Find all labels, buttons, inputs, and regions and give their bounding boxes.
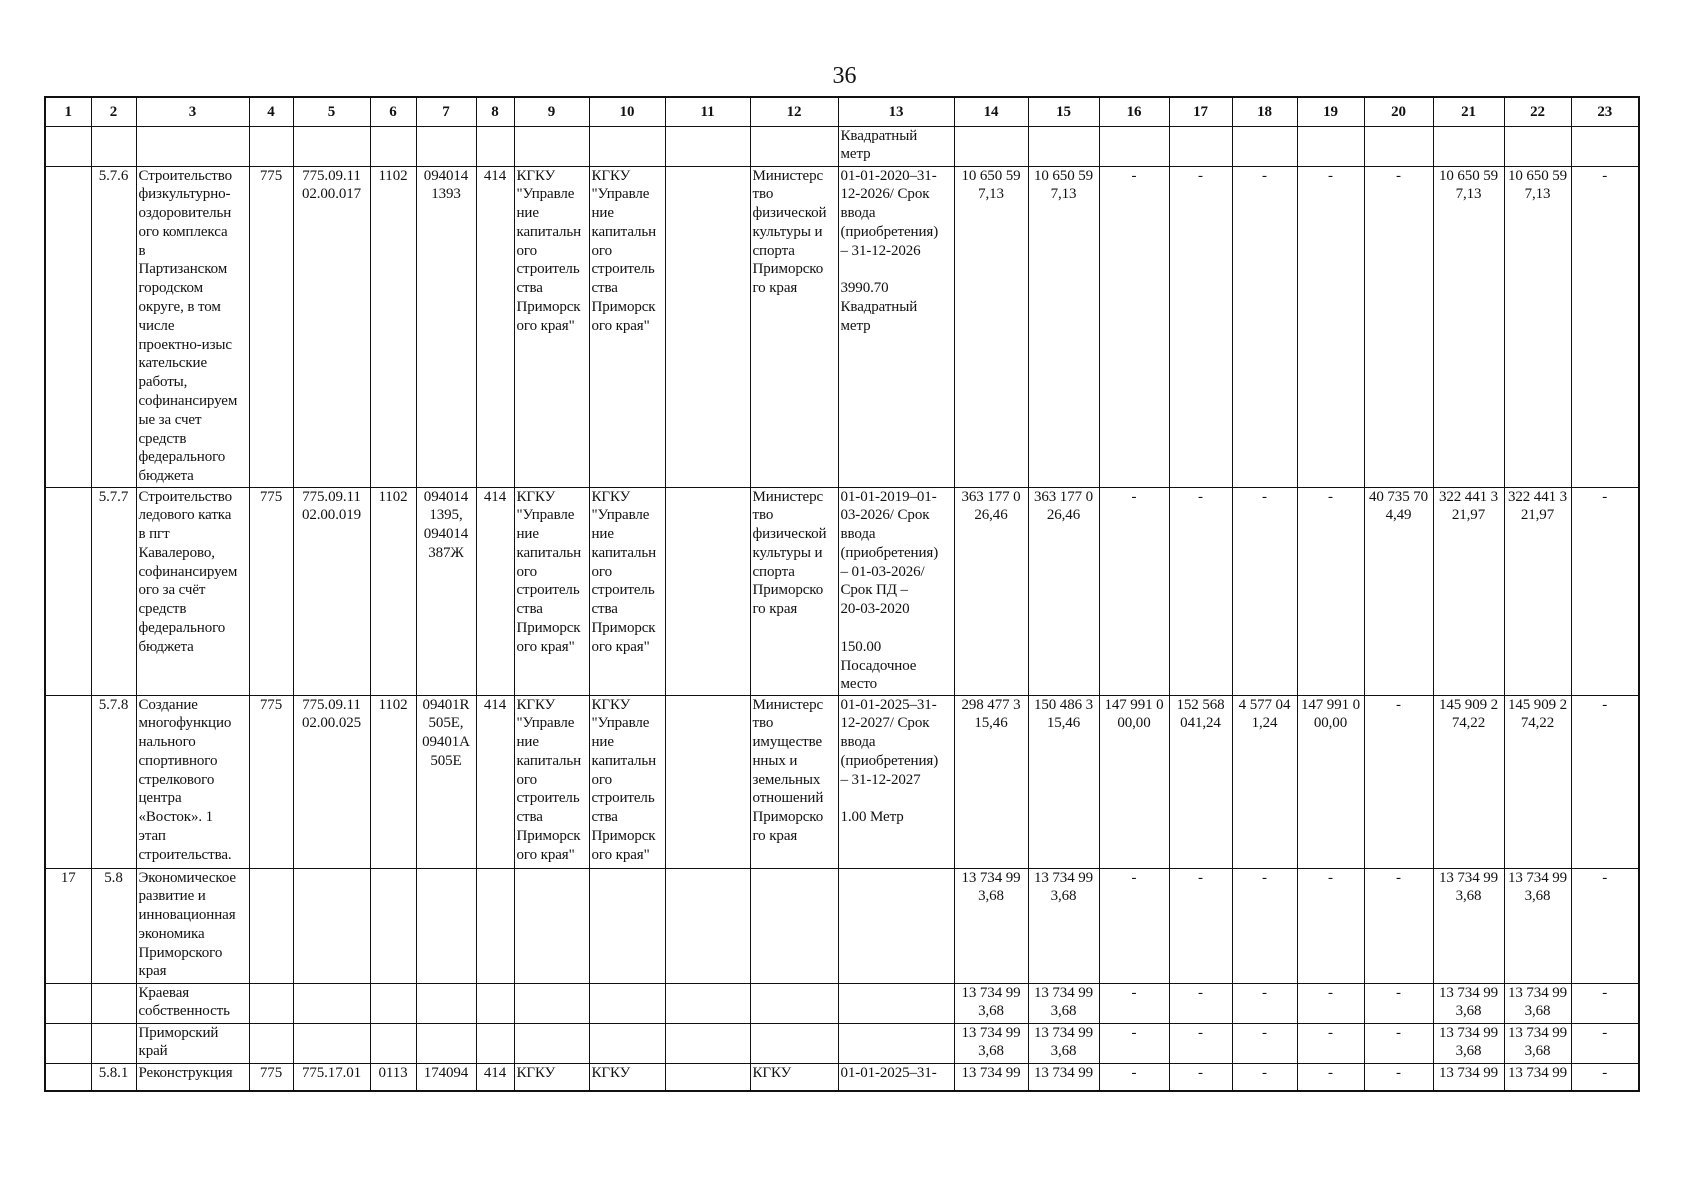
table-cell-col-14: 13 734 99 3,68 (954, 1023, 1028, 1063)
table-cell-col-22: 322 441 3 21,97 (1504, 487, 1571, 695)
table-cell-col-22: 13 734 99 3,68 (1504, 868, 1571, 983)
table-cell-col-22: 13 734 99 (1504, 1063, 1571, 1091)
column-number-header-22: 22 (1504, 97, 1571, 126)
table-cell-col-16 (1099, 126, 1169, 166)
table-cell-col-3: Экономическое развитие и инновационная экономика Приморского края (136, 868, 249, 983)
table-cell-col-17 (1169, 126, 1232, 166)
table-cell-col-5: 775.09.11 02.00.019 (293, 487, 370, 695)
column-number-header-6: 6 (370, 97, 416, 126)
table-cell-col-10: КГКУ (589, 1063, 665, 1091)
table-cell-col-16: - (1099, 166, 1169, 487)
table-cell-col-2: 5.7.6 (91, 166, 136, 487)
table-cell-col-12 (750, 1023, 838, 1063)
table-cell-col-17: 152 568 041,24 (1169, 695, 1232, 868)
table-cell-col-3: Реконструкция (136, 1063, 249, 1091)
table-cell-col-23: - (1571, 868, 1639, 983)
table-cell-col-9: КГКУ "Управле ние капитальн ого строитель ства Приморск ого края" (514, 487, 589, 695)
table-cell-col-18: - (1232, 1023, 1297, 1063)
table-cell-col-15 (1028, 126, 1099, 166)
table-cell-col-19: - (1297, 983, 1364, 1023)
column-number-header-19: 19 (1297, 97, 1364, 126)
table-cell-col-9 (514, 126, 589, 166)
table-cell-col-2: 5.7.7 (91, 487, 136, 695)
table-cell-col-5: 775.17.01 (293, 1063, 370, 1091)
table-cell-col-7 (416, 868, 476, 983)
table-cell-col-15: 13 734 99 3,68 (1028, 868, 1099, 983)
table-cell-col-15: 10 650 59 7,13 (1028, 166, 1099, 487)
table-cell-col-15: 13 734 99 3,68 (1028, 1023, 1099, 1063)
table-cell-col-6: 1102 (370, 487, 416, 695)
table-cell-col-7: 094014 1393 (416, 166, 476, 487)
page-number: 36 (832, 63, 857, 89)
table-cell-col-7: 094014 1395, 094014 387Ж (416, 487, 476, 695)
column-number-header-5: 5 (293, 97, 370, 126)
table-cell-col-17: - (1169, 1023, 1232, 1063)
table-cell-col-2: 5.7.8 (91, 695, 136, 868)
table-cell-col-14: 13 734 99 3,68 (954, 868, 1028, 983)
table-row (45, 868, 1639, 983)
table-cell-col-10: КГКУ "Управле ние капитальн ого строитель ства Приморск ого края" (589, 166, 665, 487)
table-cell-col-14 (954, 126, 1028, 166)
table-cell-col-5: 775.09.11 02.00.017 (293, 166, 370, 487)
table-cell-col-1 (45, 695, 91, 868)
table-cell-col-13: 01-01-2020–31- 12-2026/ Срок ввода (приобретения) – 31-12-2026 3990.70 Квадратный метр (838, 166, 954, 487)
table-cell-col-22: 10 650 59 7,13 (1504, 166, 1571, 487)
table-cell-col-20 (1364, 126, 1433, 166)
table-cell-col-6: 1102 (370, 166, 416, 487)
table-cell-col-7: 09401R 505E, 09401A 505E (416, 695, 476, 868)
table-cell-col-23: - (1571, 1023, 1639, 1063)
table-cell-col-5 (293, 983, 370, 1023)
table-cell-col-4 (249, 126, 293, 166)
table-cell-col-20: - (1364, 1063, 1433, 1091)
table-cell-col-4 (249, 1023, 293, 1063)
table-cell-col-17: - (1169, 868, 1232, 983)
table-cell-col-2 (91, 1023, 136, 1063)
table-cell-col-6 (370, 126, 416, 166)
table-cell-col-1 (45, 1023, 91, 1063)
column-number-header-4: 4 (249, 97, 293, 126)
table-cell-col-9: КГКУ "Управле ние капитальн ого строитель ства Приморск ого края" (514, 695, 589, 868)
table-cell-col-10: КГКУ "Управле ние капитальн ого строитель ства Приморск ого края" (589, 487, 665, 695)
table-cell-col-20: - (1364, 868, 1433, 983)
table-cell-col-17: - (1169, 487, 1232, 695)
table-cell-col-23 (1571, 126, 1639, 166)
table-cell-col-10: КГКУ "Управле ние капитальн ого строитель ства Приморск ого края" (589, 695, 665, 868)
table-cell-col-11 (665, 1023, 750, 1063)
table-cell-col-8 (476, 126, 514, 166)
table-cell-col-11 (665, 695, 750, 868)
table-cell-col-21: 10 650 59 7,13 (1433, 166, 1504, 487)
table-cell-col-15: 13 734 99 3,68 (1028, 983, 1099, 1023)
table-row (45, 1023, 1639, 1063)
column-number-header-8: 8 (476, 97, 514, 126)
table-cell-col-1 (45, 166, 91, 487)
table-cell-col-21: 13 734 99 3,68 (1433, 1023, 1504, 1063)
table-cell-col-7: 174094 (416, 1063, 476, 1091)
table-cell-col-8: 414 (476, 1063, 514, 1091)
table-cell-col-10 (589, 868, 665, 983)
column-number-header-3: 3 (136, 97, 249, 126)
column-number-header-11: 11 (665, 97, 750, 126)
column-number-header-15: 15 (1028, 97, 1099, 126)
table-cell-col-22 (1504, 126, 1571, 166)
table-cell-col-19: - (1297, 1023, 1364, 1063)
table-cell-col-1: 17 (45, 868, 91, 983)
table-cell-col-13: 01-01-2025–31- (838, 1063, 954, 1091)
program-funding-table (44, 96, 1640, 1092)
table-row (45, 487, 1639, 695)
table-cell-col-8 (476, 1023, 514, 1063)
column-number-header-23: 23 (1571, 97, 1639, 126)
table-cell-col-6 (370, 1023, 416, 1063)
table-cell-col-15: 150 486 3 15,46 (1028, 695, 1099, 868)
table-cell-col-2: 5.8 (91, 868, 136, 983)
table-cell-col-8: 414 (476, 695, 514, 868)
table-cell-col-3: Создание многофункцио нального спортивного стрелкового центра «Восток». 1 этап строительства. (136, 695, 249, 868)
table-cell-col-21: 13 734 99 3,68 (1433, 868, 1504, 983)
table-cell-col-6 (370, 983, 416, 1023)
table-cell-col-13 (838, 1023, 954, 1063)
table-cell-col-11 (665, 487, 750, 695)
table-cell-col-18: - (1232, 868, 1297, 983)
column-number-header-10: 10 (589, 97, 665, 126)
table-cell-col-3 (136, 126, 249, 166)
table-cell-col-17: - (1169, 166, 1232, 487)
table-cell-col-23: - (1571, 695, 1639, 868)
table-cell-col-8: 414 (476, 487, 514, 695)
table-cell-col-12: Министерс тво имуществе нных и земельных отношений Приморско го края (750, 695, 838, 868)
table-cell-col-20: - (1364, 1023, 1433, 1063)
table-cell-col-8: 414 (476, 166, 514, 487)
table-cell-col-11 (665, 126, 750, 166)
table-cell-col-17: - (1169, 1063, 1232, 1091)
table-cell-col-4: 775 (249, 166, 293, 487)
table-cell-col-21 (1433, 126, 1504, 166)
table-cell-col-8 (476, 868, 514, 983)
table-cell-col-3: Краевая собственность (136, 983, 249, 1023)
column-number-header-12: 12 (750, 97, 838, 126)
table-cell-col-23: - (1571, 487, 1639, 695)
table-cell-col-12: Министерс тво физической культуры и спорта Приморско го края (750, 166, 838, 487)
table-cell-col-3: Строительство физкультурно- оздоровительн ого комплекса в Партизанском городском округе, в том числе проектно-изыс кательские работы, софинансируем ые за счет средств федерального бюджета (136, 166, 249, 487)
table-cell-col-5 (293, 1023, 370, 1063)
table-cell-col-15: 363 177 0 26,46 (1028, 487, 1099, 695)
table-cell-col-9 (514, 1023, 589, 1063)
table-cell-col-7 (416, 1023, 476, 1063)
table-cell-col-19: - (1297, 1063, 1364, 1091)
table-cell-col-21: 322 441 3 21,97 (1433, 487, 1504, 695)
table-cell-col-2: 5.8.1 (91, 1063, 136, 1091)
table-cell-col-18: - (1232, 487, 1297, 695)
table-cell-col-4: 775 (249, 695, 293, 868)
table-cell-col-19: - (1297, 166, 1364, 487)
table-cell-col-6 (370, 868, 416, 983)
table-body (45, 97, 1639, 1091)
table-cell-col-16: - (1099, 1063, 1169, 1091)
table-cell-col-3: Приморский край (136, 1023, 249, 1063)
table-cell-col-11 (665, 1063, 750, 1091)
table-cell-col-12 (750, 126, 838, 166)
column-number-header-17: 17 (1169, 97, 1232, 126)
column-number-header-13: 13 (838, 97, 954, 126)
table-cell-col-13 (838, 868, 954, 983)
table-row (45, 126, 1639, 166)
table-cell-col-14: 298 477 3 15,46 (954, 695, 1028, 868)
column-number-header-16: 16 (1099, 97, 1169, 126)
table-cell-col-18: - (1232, 166, 1297, 487)
table-cell-col-16: - (1099, 983, 1169, 1023)
table-cell-col-1 (45, 983, 91, 1023)
table-cell-col-5 (293, 868, 370, 983)
table-cell-col-19: 147 991 0 00,00 (1297, 695, 1364, 868)
table-cell-col-22: 13 734 99 3,68 (1504, 983, 1571, 1023)
table-cell-col-10 (589, 983, 665, 1023)
table-cell-col-22: 145 909 2 74,22 (1504, 695, 1571, 868)
table-cell-col-18 (1232, 126, 1297, 166)
table-cell-col-19: - (1297, 868, 1364, 983)
table-cell-col-4 (249, 868, 293, 983)
table-cell-col-21: 13 734 99 (1433, 1063, 1504, 1091)
table-cell-col-23: - (1571, 983, 1639, 1023)
column-number-header-2: 2 (91, 97, 136, 126)
table-cell-col-4: 775 (249, 1063, 293, 1091)
column-number-header-18: 18 (1232, 97, 1297, 126)
table-cell-col-16: - (1099, 868, 1169, 983)
table-cell-col-17: - (1169, 983, 1232, 1023)
table-header-row (45, 97, 1639, 126)
table-cell-col-1 (45, 126, 91, 166)
table-cell-col-1 (45, 487, 91, 695)
table-cell-col-10 (589, 126, 665, 166)
table-cell-col-23: - (1571, 166, 1639, 487)
table-cell-col-13: 01-01-2025–31- 12-2027/ Срок ввода (приобретения) – 31-12-2027 1.00 Метр (838, 695, 954, 868)
table-cell-col-15: 13 734 99 (1028, 1063, 1099, 1091)
table-cell-col-16: - (1099, 1023, 1169, 1063)
table-cell-col-5: 775.09.11 02.00.025 (293, 695, 370, 868)
table-cell-col-2 (91, 983, 136, 1023)
table-cell-col-11 (665, 983, 750, 1023)
table-cell-col-12: Министерс тво физической культуры и спорта Приморско го края (750, 487, 838, 695)
table-cell-col-11 (665, 868, 750, 983)
column-number-header-20: 20 (1364, 97, 1433, 126)
table-cell-col-14: 10 650 59 7,13 (954, 166, 1028, 487)
table-row (45, 1063, 1639, 1091)
column-number-header-9: 9 (514, 97, 589, 126)
column-number-header-21: 21 (1433, 97, 1504, 126)
table-cell-col-18: - (1232, 1063, 1297, 1091)
table-cell-col-9 (514, 983, 589, 1023)
table-cell-col-12 (750, 868, 838, 983)
table-cell-col-21: 145 909 2 74,22 (1433, 695, 1504, 868)
table-cell-col-4: 775 (249, 487, 293, 695)
table-cell-col-6: 1102 (370, 695, 416, 868)
table-cell-col-13: Квадратный метр (838, 126, 954, 166)
table-cell-col-9: КГКУ (514, 1063, 589, 1091)
table-cell-col-4 (249, 983, 293, 1023)
table-cell-col-5 (293, 126, 370, 166)
table-cell-col-19 (1297, 126, 1364, 166)
table-cell-col-21: 13 734 99 3,68 (1433, 983, 1504, 1023)
table-cell-col-10 (589, 1023, 665, 1063)
table-row (45, 695, 1639, 868)
table-row (45, 166, 1639, 487)
table-row (45, 983, 1639, 1023)
table-cell-col-14: 13 734 99 (954, 1063, 1028, 1091)
table-cell-col-12: КГКУ (750, 1063, 838, 1091)
table-cell-col-18: 4 577 04 1,24 (1232, 695, 1297, 868)
table-cell-col-16: - (1099, 487, 1169, 695)
table-cell-col-19: - (1297, 487, 1364, 695)
column-number-header-14: 14 (954, 97, 1028, 126)
table-cell-col-3: Строительство ледового катка в пгт Кавалерово, софинансируем ого за счёт средств федерального бюджета (136, 487, 249, 695)
table-cell-col-2 (91, 126, 136, 166)
table-cell-col-9 (514, 868, 589, 983)
column-number-header-1: 1 (45, 97, 91, 126)
table-cell-col-14: 363 177 0 26,46 (954, 487, 1028, 695)
column-number-header-7: 7 (416, 97, 476, 126)
table-cell-col-13: 01-01-2019–01- 03-2026/ Срок ввода (приобретения) – 01-03-2026/ Срок ПД – 20-03-2020 150.00 Посадочное место (838, 487, 954, 695)
table-cell-col-22: 13 734 99 3,68 (1504, 1023, 1571, 1063)
table-cell-col-12 (750, 983, 838, 1023)
table-cell-col-7 (416, 126, 476, 166)
table-cell-col-20: - (1364, 695, 1433, 868)
table-cell-col-23: - (1571, 1063, 1639, 1091)
table-cell-col-20: 40 735 70 4,49 (1364, 487, 1433, 695)
table-cell-col-20: - (1364, 166, 1433, 487)
table-cell-col-14: 13 734 99 3,68 (954, 983, 1028, 1023)
table-cell-col-7 (416, 983, 476, 1023)
table-cell-col-18: - (1232, 983, 1297, 1023)
table-cell-col-16: 147 991 0 00,00 (1099, 695, 1169, 868)
table-cell-col-6: 0113 (370, 1063, 416, 1091)
table-cell-col-13 (838, 983, 954, 1023)
table-cell-col-8 (476, 983, 514, 1023)
table-cell-col-11 (665, 166, 750, 487)
table-cell-col-20: - (1364, 983, 1433, 1023)
table-cell-col-1 (45, 1063, 91, 1091)
table-cell-col-9: КГКУ "Управле ние капитальн ого строитель ства Приморск ого края" (514, 166, 589, 487)
